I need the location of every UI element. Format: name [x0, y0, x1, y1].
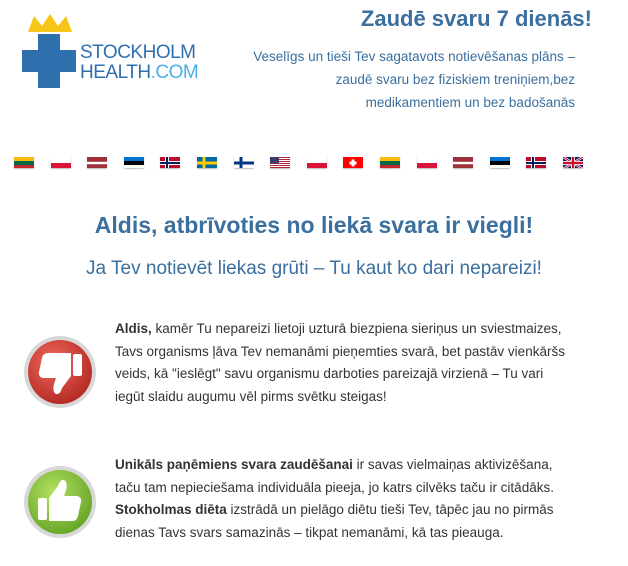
diet-name: Stokholmas diēta [115, 502, 227, 517]
intro-paragraph [115, 318, 575, 408]
poland-flag-icon [307, 157, 327, 168]
poland-flag-icon [51, 157, 71, 168]
greeting-name: Aldis, [115, 321, 152, 336]
method-paragraph [115, 454, 575, 544]
flag-uk[interactable] [563, 156, 583, 168]
flag-lithuania-2[interactable] [380, 156, 400, 168]
flag-latvia[interactable] [87, 156, 107, 168]
flag-switzerland[interactable] [343, 156, 363, 168]
main-title: Aldis, atbrīvoties no liekā svara ir viegli! [94, 212, 534, 238]
flag-lithuania[interactable] [14, 156, 34, 168]
flag-latvia-2[interactable] [453, 156, 473, 168]
flag-sweden[interactable] [197, 156, 217, 168]
method-lead: Unikāls paņēmiens svara zaudēšanai [115, 457, 353, 472]
crown-medical-cross-icon [20, 14, 80, 94]
logo-line-2: HEALTH [80, 62, 151, 83]
flag-norway-2[interactable] [526, 156, 546, 168]
method-text-2: izstrādā un pielāgo diētu tieši Tev, tāpēc jau no pirmās dienas Tavs svars samazinās – tikpat nemanāmi, kā tas pieauga. [115, 502, 554, 540]
latvia-flag-icon [87, 157, 107, 168]
poland-flag-icon [417, 157, 437, 168]
thumbs-down-icon [22, 334, 98, 410]
flag-estonia-2[interactable] [490, 156, 510, 168]
flag-poland-3[interactable] [417, 156, 437, 168]
switzerland-flag-icon [343, 157, 363, 168]
usa-flag-icon [270, 157, 290, 168]
lithuania-flag-icon [14, 157, 34, 168]
thumbs-up-icon [22, 464, 98, 540]
logo-line-1: STOCKHOLM [80, 42, 196, 63]
page-subhead: Veselīgs un tieši Tev sagatavots notievēšanas plāns – zaudē svaru bez fiziskiem treniņiem,bez medikamentiem un bez badošanās [253, 49, 575, 110]
intro-text: kamēr Tu nepareizi lietoji uzturā biezpiena sieriņus un sviestmaizes, Tavs organisms ļāva Tev nemanāmi pieņemties svarā, bet pastāv vienkāršs veids, kā "ieslēgt" savu organismu darboties pareizajā virzienā – Tu vari iegūt slaidu augumu vēl pirms svētku steigas! [115, 321, 565, 404]
flag-finland[interactable] [234, 156, 254, 168]
flag-estonia[interactable] [124, 156, 144, 168]
method-text-1: ir savas vielmaiņas aktivizēšana, taču tam nepieciešama individuāla pieeja, jo katrs cilvēks taču ir citādāks. [115, 457, 554, 495]
sweden-flag-icon [197, 157, 217, 168]
flag-usa[interactable] [270, 156, 290, 168]
uk-flag-icon [563, 157, 583, 168]
norway-flag-icon [526, 157, 546, 168]
estonia-flag-icon [490, 157, 510, 168]
norway-flag-icon [160, 157, 180, 168]
latvia-flag-icon [453, 157, 473, 168]
language-flags [14, 156, 580, 169]
logo-wordmark [80, 43, 198, 83]
estonia-flag-icon [124, 157, 144, 168]
main-subtitle: Ja Tev notievēt liekas grūti – Tu kaut ko dari nepareizi! [86, 258, 542, 279]
site-logo[interactable] [20, 14, 220, 94]
page-headline: Zaudē svaru 7 dienās! [360, 6, 592, 31]
logo-suffix: .COM [150, 62, 199, 83]
lithuania-flag-icon [380, 157, 400, 168]
flag-poland-2[interactable] [307, 156, 327, 168]
finland-flag-icon [234, 157, 254, 168]
flag-poland[interactable] [51, 156, 71, 168]
flag-norway[interactable] [160, 156, 180, 168]
